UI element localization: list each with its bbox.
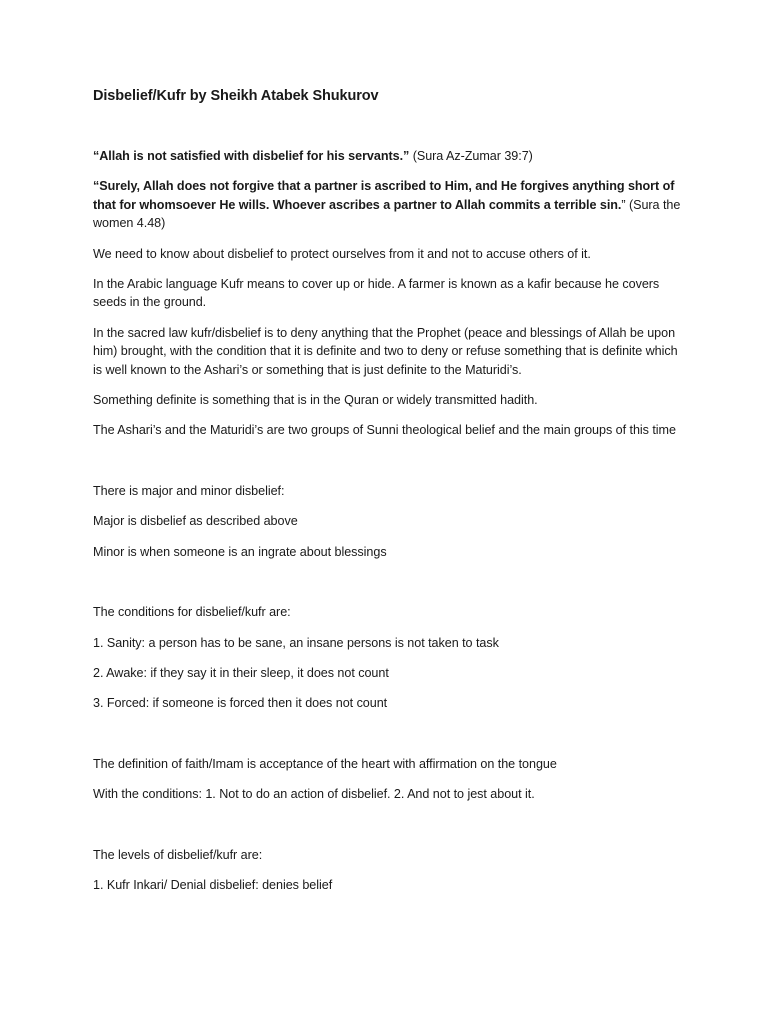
paragraph-need: We need to know about disbelief to protect ourselves from it and not to accuse others of it.: [93, 246, 591, 261]
paragraph-faith: The definition of faith/Imam is acceptance of the heart with affirmation on the tongue: [93, 756, 557, 771]
paragraph-definite: Something definite is something that is in the Quran or widely transmitted hadith.: [93, 393, 538, 408]
document-body: [93, 86, 683, 894]
paragraph-sacred-law: In the sacred law kufr/disbelief is to deny anything that the Prophet (peace and blessings of Allah be upon him) brought, with the condition that it is definite and two to deny or refuse something that is definite which is well known to the Ashari’s or something that is just definite to the Maturidi’s.: [93, 325, 678, 377]
quote-zumar-ref: (Sura Az-Zumar 39:7): [409, 149, 533, 163]
quote-zumar-text: “Allah is not satisfied with disbelief for his servants.”: [93, 149, 410, 163]
quote-zumar: [93, 147, 683, 165]
paragraph-arabic: In the Arabic language Kufr means to cover up or hide. A farmer is known as a kafir because he covers seeds in the ground.: [93, 277, 660, 310]
quote-women: [93, 177, 683, 232]
quote-women-text: “Surely, Allah does not forgive that a partner is ascribed to Him, and He forgives anything short of that for whomsoever He wills. Whoever ascribes a partner to Allah commits a terrible sin.: [93, 179, 675, 212]
list-item-condition-2: 2. Awake: if they say it in their sleep, it does not count: [93, 665, 389, 680]
quote-women-ref: ” (Sura the women 4.48): [93, 197, 681, 231]
paragraph-faith-conditions: With the conditions: 1. Not to do an action of disbelief. 2. And not to jest about it.: [93, 787, 535, 802]
paragraph-major-minor: There is major and minor disbelief:: [93, 483, 285, 498]
list-item-level-1: 1. Kufr Inkari/ Denial disbelief: denies belief: [93, 877, 333, 892]
paragraph-conditions: The conditions for disbelief/kufr are:: [93, 605, 291, 620]
paragraph-groups: The Ashari’s and the Maturidi’s are two groups of Sunni theological belief and the main groups of this time: [93, 423, 676, 438]
paragraph-major: Major is disbelief as described above: [93, 514, 298, 529]
list-item-condition-1: 1. Sanity: a person has to be sane, an insane persons is not taken to task: [93, 635, 499, 650]
paragraph-minor: Minor is when someone is an ingrate about blessings: [93, 544, 387, 559]
list-item-condition-3: 3. Forced: if someone is forced then it does not count: [93, 696, 388, 711]
document-title: Disbelief/Kufr by Sheikh Atabek Shukurov: [93, 88, 379, 104]
paragraph-levels: The levels of disbelief/kufr are:: [93, 847, 263, 862]
